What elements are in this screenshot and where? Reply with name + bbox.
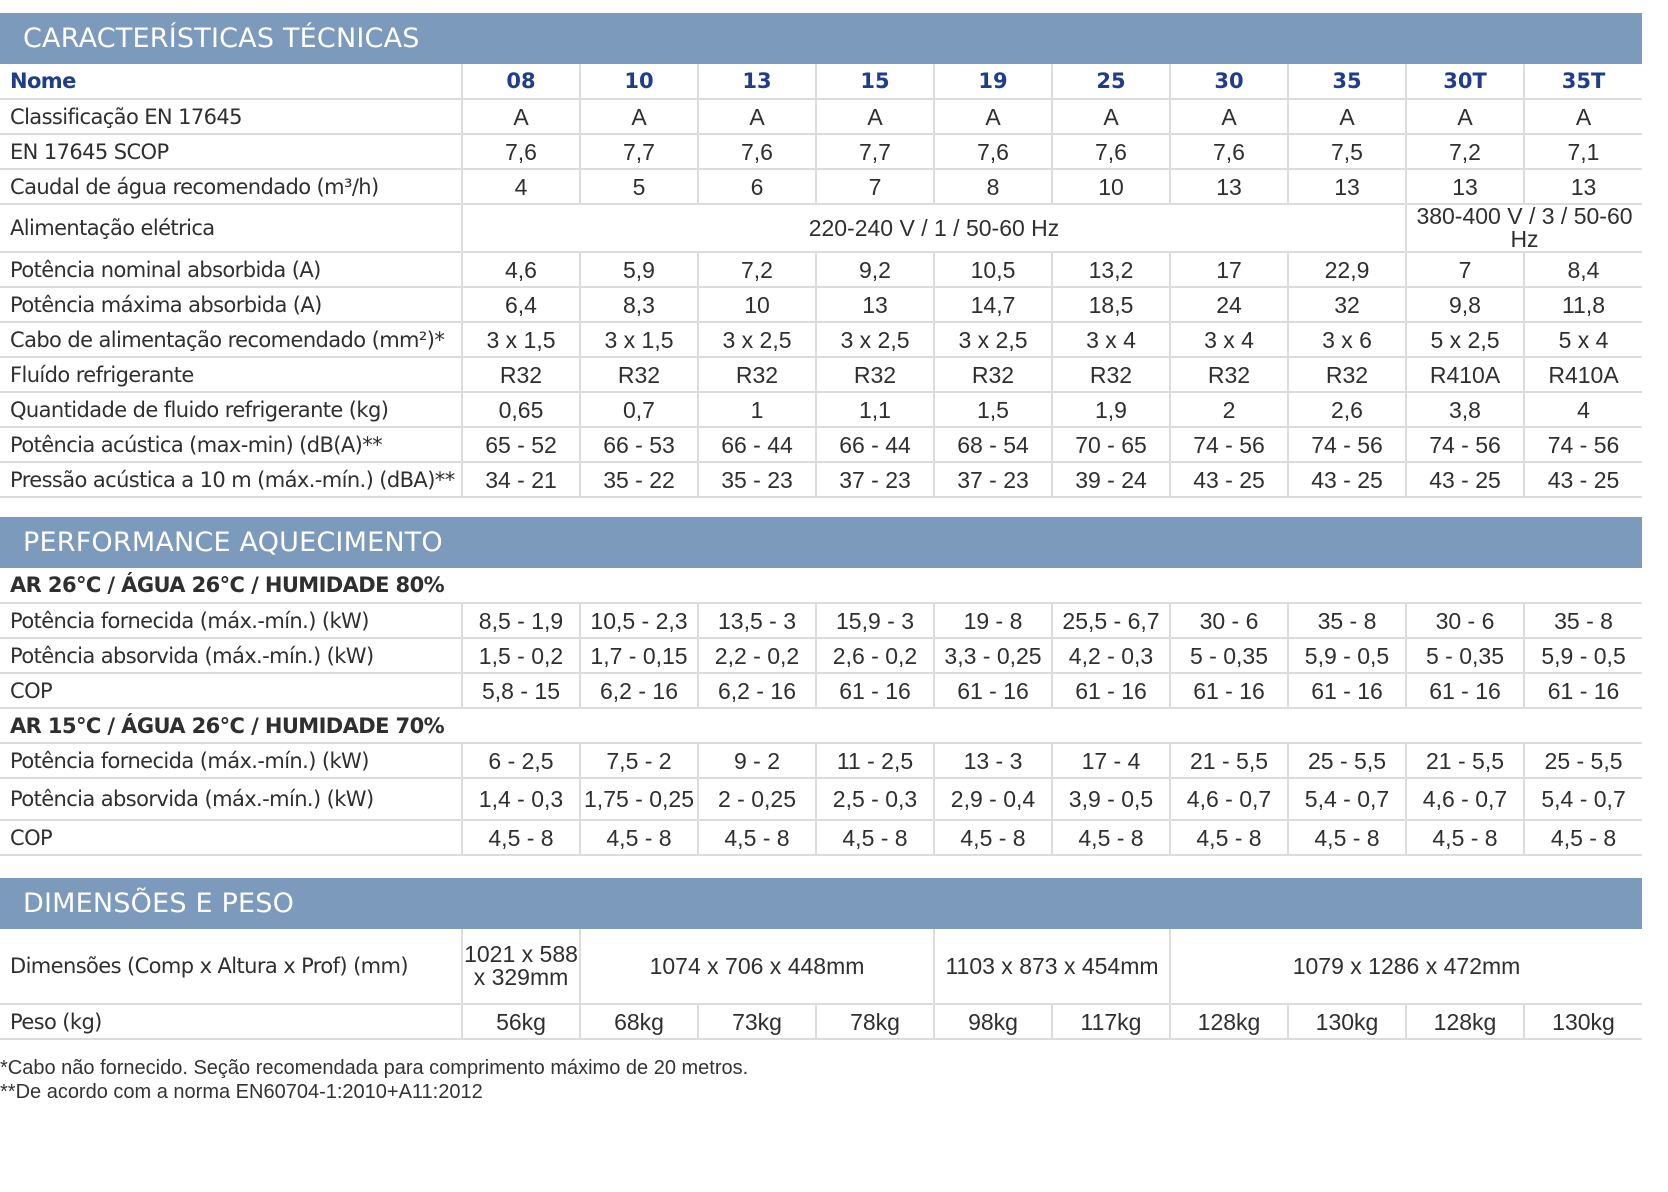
table-cell: 3 x 4 — [1170, 322, 1288, 357]
row-label: Potência absorvida (máx.-mín.) (kW) — [0, 638, 462, 673]
row-label: Potência acústica (max-min) (dB(A)** — [0, 427, 462, 462]
table-row — [0, 462, 1642, 497]
row-label: Potência fornecida (máx.-mín.) (kW) — [0, 603, 462, 638]
table-cell: 61 - 16 — [1170, 673, 1288, 708]
spec-sheet — [0, 13, 1642, 1104]
table-row — [0, 99, 1642, 134]
column-header-model: 10 — [580, 64, 698, 99]
weight-cell: 68kg — [580, 1004, 698, 1039]
table-cell: 17 — [1170, 252, 1288, 287]
table-cell: R32 — [1052, 357, 1170, 392]
table-cell: 24 — [1170, 287, 1288, 322]
table-cell: 21 - 5,5 — [1406, 743, 1524, 778]
table-cell: 4,5 - 8 — [580, 820, 698, 855]
table-cell: A — [580, 99, 698, 134]
table-cell: 4,5 - 8 — [462, 820, 580, 855]
table-cell: 13 — [816, 287, 934, 322]
group-subtitle-row — [0, 568, 1642, 603]
table-cell: 32 — [1288, 287, 1406, 322]
table-cell: 1,75 - 0,25 — [580, 778, 698, 820]
dimension-cell: 1074 x 706 x 448mm — [580, 929, 934, 1004]
weight-cell: 78kg — [816, 1004, 934, 1039]
weight-cell: 128kg — [1406, 1004, 1524, 1039]
table-cell: 4 — [462, 169, 580, 204]
table-cell: 7,6 — [1052, 134, 1170, 169]
table-cell: 5 — [580, 169, 698, 204]
table-cell: 7,6 — [462, 134, 580, 169]
weight-cell: 130kg — [1288, 1004, 1406, 1039]
row-label: Pressão acústica a 10 m (máx.-mín.) (dBA)** — [0, 462, 462, 497]
table-cell: 3 x 2,5 — [698, 322, 816, 357]
table-cell: 37 - 23 — [816, 462, 934, 497]
row-label: COP — [0, 820, 462, 855]
table-cell: 61 - 16 — [1052, 673, 1170, 708]
row-label: EN 17645 SCOP — [0, 134, 462, 169]
table-cell: 3 x 2,5 — [934, 322, 1052, 357]
column-header-model: 08 — [462, 64, 580, 99]
column-header-model: 13 — [698, 64, 816, 99]
table-cell: 4,5 - 8 — [1170, 820, 1288, 855]
table-cell: 10,5 — [934, 252, 1052, 287]
row-label: Alimentação elétrica — [0, 204, 462, 252]
row-label: Caudal de água recomendado (m³/h) — [0, 169, 462, 204]
table-cell: 4,5 - 8 — [934, 820, 1052, 855]
table-cell: 11 - 2,5 — [816, 743, 934, 778]
table-cell: 7,6 — [934, 134, 1052, 169]
table-row — [0, 287, 1642, 322]
table-cell: 2,9 - 0,4 — [934, 778, 1052, 820]
table-cell: R32 — [1170, 357, 1288, 392]
dimension-cell: 1103 x 873 x 454mm — [934, 929, 1170, 1004]
dimensions-table — [0, 929, 1642, 1040]
footnote-standard: **De acordo com a norma EN60704-1:2010+A11:2012 — [0, 1081, 483, 1103]
table-cell: 61 - 16 — [1406, 673, 1524, 708]
table-cell: 1 — [698, 392, 816, 427]
table-cell: 5,4 - 0,7 — [1288, 778, 1406, 820]
table-row — [0, 322, 1642, 357]
table-cell: 3 x 4 — [1052, 322, 1170, 357]
table-cell: 10,5 - 2,3 — [580, 603, 698, 638]
table-row — [0, 743, 1642, 778]
table-cell: R410A — [1524, 357, 1642, 392]
table-cell: 3,9 - 0,5 — [1052, 778, 1170, 820]
row-label: Dimensões (Comp x Altura x Prof) (mm) — [0, 929, 462, 1004]
table-cell: 9,8 — [1406, 287, 1524, 322]
row-label: Fluído refrigerante — [0, 357, 462, 392]
table-cell: 4,5 - 8 — [816, 820, 934, 855]
table-cell: 7,5 - 2 — [580, 743, 698, 778]
table-cell: 7,5 — [1288, 134, 1406, 169]
group-subtitle: AR 26°C / ÁGUA 26°C / HUMIDADE 80% — [0, 568, 1642, 603]
weight-cell: 128kg — [1170, 1004, 1288, 1039]
table-cell: 70 - 65 — [1052, 427, 1170, 462]
column-header-model: 15 — [816, 64, 934, 99]
table-cell: 19 - 8 — [934, 603, 1052, 638]
table-cell: 5 x 4 — [1524, 322, 1642, 357]
table-cell: 4,5 - 8 — [1052, 820, 1170, 855]
table-cell: 68 - 54 — [934, 427, 1052, 462]
table-cell: 4,5 - 8 — [1288, 820, 1406, 855]
table-cell: A — [462, 99, 580, 134]
table-cell: 35 - 8 — [1288, 603, 1406, 638]
table-cell: 66 - 53 — [580, 427, 698, 462]
table-cell: 4,5 - 8 — [698, 820, 816, 855]
table-cell: 66 - 44 — [698, 427, 816, 462]
table-cell: 9 - 2 — [698, 743, 816, 778]
table-cell: 3 x 2,5 — [816, 322, 934, 357]
table-cell: A — [1170, 99, 1288, 134]
table-cell: R410A — [1406, 357, 1524, 392]
table-row — [0, 778, 1642, 820]
table-cell: 13 — [1170, 169, 1288, 204]
table-cell: 7,7 — [580, 134, 698, 169]
table-cell: 17 - 4 — [1052, 743, 1170, 778]
table-cell: 5,4 - 0,7 — [1524, 778, 1642, 820]
table-cell: 11,8 — [1524, 287, 1642, 322]
table-cell: 2,6 — [1288, 392, 1406, 427]
group-subtitle-row — [0, 708, 1642, 743]
table-cell: 15,9 - 3 — [816, 603, 934, 638]
table-cell: 34 - 21 — [462, 462, 580, 497]
weight-row — [0, 1004, 1642, 1039]
table-cell: 5 x 2,5 — [1406, 322, 1524, 357]
row-label: Potência absorvida (máx.-mín.) (kW) — [0, 778, 462, 820]
table-row — [0, 357, 1642, 392]
table-cell: 21 - 5,5 — [1170, 743, 1288, 778]
table-cell: 3 x 6 — [1288, 322, 1406, 357]
section-header-specs: CARACTERÍSTICAS TÉCNICAS — [0, 13, 1642, 64]
table-cell: 5,9 - 0,5 — [1288, 638, 1406, 673]
table-cell: 9,2 — [816, 252, 934, 287]
section-header-dimensions: DIMENSÕES E PESO — [0, 878, 1642, 929]
table-cell: 8,5 - 1,9 — [462, 603, 580, 638]
table-cell: 3 x 1,5 — [580, 322, 698, 357]
row-label: Quantidade de fluido refrigerante (kg) — [0, 392, 462, 427]
table-row — [0, 603, 1642, 638]
table-row — [0, 638, 1642, 673]
column-header-model: 30 — [1170, 64, 1288, 99]
performance-table — [0, 568, 1642, 856]
row-label: Classificação EN 17645 — [0, 99, 462, 134]
table-row — [0, 427, 1642, 462]
table-cell: 6,2 - 16 — [698, 673, 816, 708]
column-header-name: Nome — [0, 64, 462, 99]
table-cell: 6 — [698, 169, 816, 204]
table-cell: 74 - 56 — [1406, 427, 1524, 462]
table-cell: 66 - 44 — [816, 427, 934, 462]
column-header-model: 25 — [1052, 64, 1170, 99]
weight-cell: 98kg — [934, 1004, 1052, 1039]
table-cell: 61 - 16 — [1524, 673, 1642, 708]
table-cell: 3,3 - 0,25 — [934, 638, 1052, 673]
table-row — [0, 820, 1642, 855]
table-cell: R32 — [816, 357, 934, 392]
table-cell: 10 — [698, 287, 816, 322]
table-cell: 22,9 — [1288, 252, 1406, 287]
table-cell: 4,6 — [462, 252, 580, 287]
table-cell: 5 - 0,35 — [1406, 638, 1524, 673]
table-cell: A — [816, 99, 934, 134]
table-cell: A — [1288, 99, 1406, 134]
table-cell: 74 - 56 — [1288, 427, 1406, 462]
table-cell: 6 - 2,5 — [462, 743, 580, 778]
table-cell: 65 - 52 — [462, 427, 580, 462]
table-cell: 1,4 - 0,3 — [462, 778, 580, 820]
table-cell: 13 — [1288, 169, 1406, 204]
weight-cell: 130kg — [1524, 1004, 1642, 1039]
table-cell: 3,8 — [1406, 392, 1524, 427]
table-cell: 4 — [1524, 392, 1642, 427]
table-cell: 8,4 — [1524, 252, 1642, 287]
table-cell: 4,6 - 0,7 — [1406, 778, 1524, 820]
table-cell: 5,9 — [580, 252, 698, 287]
table-cell: 13,2 — [1052, 252, 1170, 287]
table-cell: 30 - 6 — [1406, 603, 1524, 638]
table-cell: 35 - 8 — [1524, 603, 1642, 638]
table-cell: 1,5 - 0,2 — [462, 638, 580, 673]
column-header-model: 19 — [934, 64, 1052, 99]
row-label: Potência nominal absorbida (A) — [0, 252, 462, 287]
table-cell: 7,6 — [1170, 134, 1288, 169]
table-cell: 14,7 — [934, 287, 1052, 322]
table-cell: 1,9 — [1052, 392, 1170, 427]
table-cell: 74 - 56 — [1524, 427, 1642, 462]
table-cell: 10 — [1052, 169, 1170, 204]
table-cell: 43 - 25 — [1406, 462, 1524, 497]
table-row — [0, 252, 1642, 287]
table-cell: 1,5 — [934, 392, 1052, 427]
table-cell: 25,5 - 6,7 — [1052, 603, 1170, 638]
table-cell: A — [698, 99, 816, 134]
row-label: Potência fornecida (máx.-mín.) (kW) — [0, 743, 462, 778]
dimension-cell: 1079 x 1286 x 472mm — [1170, 929, 1642, 1004]
table-cell: 43 - 25 — [1288, 462, 1406, 497]
table-cell: R32 — [934, 357, 1052, 392]
table-cell: 7 — [1406, 252, 1524, 287]
table-cell: 0,65 — [462, 392, 580, 427]
table-cell: 25 - 5,5 — [1524, 743, 1642, 778]
table-cell: 43 - 25 — [1524, 462, 1642, 497]
table-cell: 2 — [1170, 392, 1288, 427]
table-cell: 6,2 - 16 — [580, 673, 698, 708]
power-single-phase: 220-240 V / 1 / 50-60 Hz — [462, 204, 1406, 252]
column-header-model: 35T — [1524, 64, 1642, 99]
table-cell: R32 — [1288, 357, 1406, 392]
table-cell: R32 — [462, 357, 580, 392]
table-cell: 0,7 — [580, 392, 698, 427]
column-header-model: 35 — [1288, 64, 1406, 99]
dimensions-row — [0, 929, 1642, 1004]
table-cell: 61 - 16 — [1288, 673, 1406, 708]
table-cell: 2,5 - 0,3 — [816, 778, 934, 820]
table-cell: 2 - 0,25 — [698, 778, 816, 820]
table-cell: R32 — [580, 357, 698, 392]
table-cell: 30 - 6 — [1170, 603, 1288, 638]
table-cell: 74 - 56 — [1170, 427, 1288, 462]
row-label: Peso (kg) — [0, 1004, 462, 1039]
footnotes — [0, 1056, 1642, 1104]
table-cell: 4,2 - 0,3 — [1052, 638, 1170, 673]
table-cell: A — [1052, 99, 1170, 134]
table-cell: 43 - 25 — [1170, 462, 1288, 497]
table-cell: 6,4 — [462, 287, 580, 322]
table-cell: 61 - 16 — [816, 673, 934, 708]
table-cell: 3 x 1,5 — [462, 322, 580, 357]
row-label: Cabo de alimentação recomendado (mm²)* — [0, 322, 462, 357]
table-cell: 61 - 16 — [934, 673, 1052, 708]
table-cell: 18,5 — [1052, 287, 1170, 322]
table-cell: 5,8 - 15 — [462, 673, 580, 708]
power-three-phase: 380-400 V / 3 / 50-60 Hz — [1406, 204, 1642, 252]
table-cell: 8,3 — [580, 287, 698, 322]
table-cell: 25 - 5,5 — [1288, 743, 1406, 778]
table-cell: R32 — [698, 357, 816, 392]
row-label: Potência máxima absorbida (A) — [0, 287, 462, 322]
dimension-cell: 1021 x 588 x 329mm — [462, 929, 580, 1004]
table-cell: A — [1406, 99, 1524, 134]
table-cell: 7,2 — [1406, 134, 1524, 169]
table-cell: 35 - 22 — [580, 462, 698, 497]
table-cell: 5 - 0,35 — [1170, 638, 1288, 673]
table-cell: 4,6 - 0,7 — [1170, 778, 1288, 820]
table-row — [0, 673, 1642, 708]
table-cell: A — [934, 99, 1052, 134]
table-row — [0, 169, 1642, 204]
table-cell: 2,6 - 0,2 — [816, 638, 934, 673]
table-cell: 35 - 23 — [698, 462, 816, 497]
table-cell: 2,2 - 0,2 — [698, 638, 816, 673]
power-supply-row — [0, 204, 1642, 252]
table-cell: 1,1 — [816, 392, 934, 427]
weight-cell: 73kg — [698, 1004, 816, 1039]
table-cell: 1,7 - 0,15 — [580, 638, 698, 673]
table-cell: 7,6 — [698, 134, 816, 169]
table-row — [0, 392, 1642, 427]
table-cell: 7,2 — [698, 252, 816, 287]
group-subtitle: AR 15°C / ÁGUA 26°C / HUMIDADE 70% — [0, 708, 1642, 743]
table-cell: 37 - 23 — [934, 462, 1052, 497]
table-cell: 7,7 — [816, 134, 934, 169]
table-cell: 7 — [816, 169, 934, 204]
weight-cell: 56kg — [462, 1004, 580, 1039]
table-cell: 13 — [1524, 169, 1642, 204]
table-cell: 4,5 - 8 — [1406, 820, 1524, 855]
table-cell: 8 — [934, 169, 1052, 204]
section-header-performance: PERFORMANCE AQUECIMENTO — [0, 517, 1642, 568]
table-cell: 7,1 — [1524, 134, 1642, 169]
table-cell: 4,5 - 8 — [1524, 820, 1642, 855]
table-row — [0, 134, 1642, 169]
table-header-row — [0, 64, 1642, 99]
table-cell: 13 — [1406, 169, 1524, 204]
table-cell: 13,5 - 3 — [698, 603, 816, 638]
specs-table — [0, 64, 1642, 498]
column-header-model: 30T — [1406, 64, 1524, 99]
table-cell: A — [1524, 99, 1642, 134]
table-cell: 5,9 - 0,5 — [1524, 638, 1642, 673]
footnote-cable: *Cabo não fornecido. Seção recomendada para comprimento máximo de 20 metros. — [0, 1057, 749, 1079]
row-label: COP — [0, 673, 462, 708]
weight-cell: 117kg — [1052, 1004, 1170, 1039]
table-cell: 13 - 3 — [934, 743, 1052, 778]
table-cell: 39 - 24 — [1052, 462, 1170, 497]
